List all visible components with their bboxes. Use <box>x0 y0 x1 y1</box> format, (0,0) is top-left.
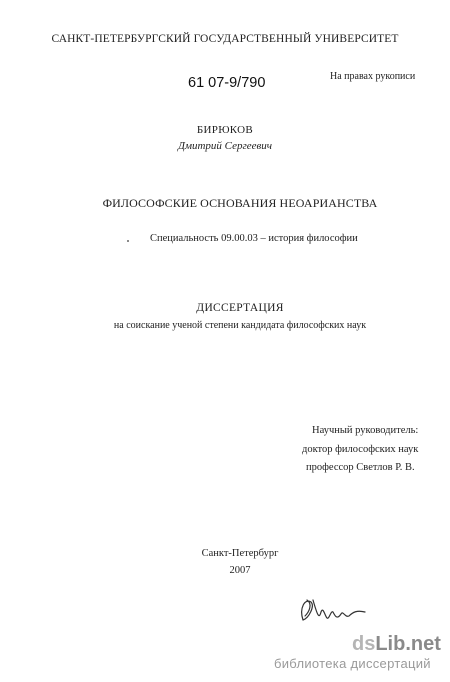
year: 2007 <box>229 565 251 576</box>
logo-ds: ds <box>352 633 376 655</box>
logo-net: .net <box>405 633 441 655</box>
logo-subtitle: библиотека диссертаций <box>274 656 431 671</box>
supervisor-name: профессор Светлов Р. В. <box>306 462 415 473</box>
catalog-number: 61 07-9/790 <box>188 75 266 91</box>
dslib-logo <box>352 633 441 656</box>
dissertation-title: ФИЛОСОФСКИЕ ОСНОВАНИЯ НЕОАРИАНСТВА <box>102 196 378 210</box>
university-name: САНКТ-ПЕТЕРБУРГСКИЙ ГОСУДАРСТВЕННЫЙ УНИВЕРСИТЕТ <box>51 33 399 45</box>
scan-speck <box>127 240 129 242</box>
degree-line: на соискание ученой степени кандидата философских наук <box>113 320 367 331</box>
supervisor-degree: доктор философских наук <box>302 444 419 455</box>
author-surname: БИРЮКОВ <box>196 124 254 136</box>
handwritten-signature <box>295 590 375 635</box>
manuscript-rights: На правах рукописи <box>330 71 416 82</box>
specialty-line: Специальность 09.00.03 – история философии <box>150 233 358 244</box>
logo-lib: Lib <box>375 633 406 655</box>
city: Санкт-Петербург <box>201 548 279 559</box>
author-name: Дмитрий Сергеевич <box>177 140 273 152</box>
supervisor-label: Научный руководитель: <box>312 425 419 436</box>
dissertation-label: ДИССЕРТАЦИЯ <box>196 302 284 314</box>
